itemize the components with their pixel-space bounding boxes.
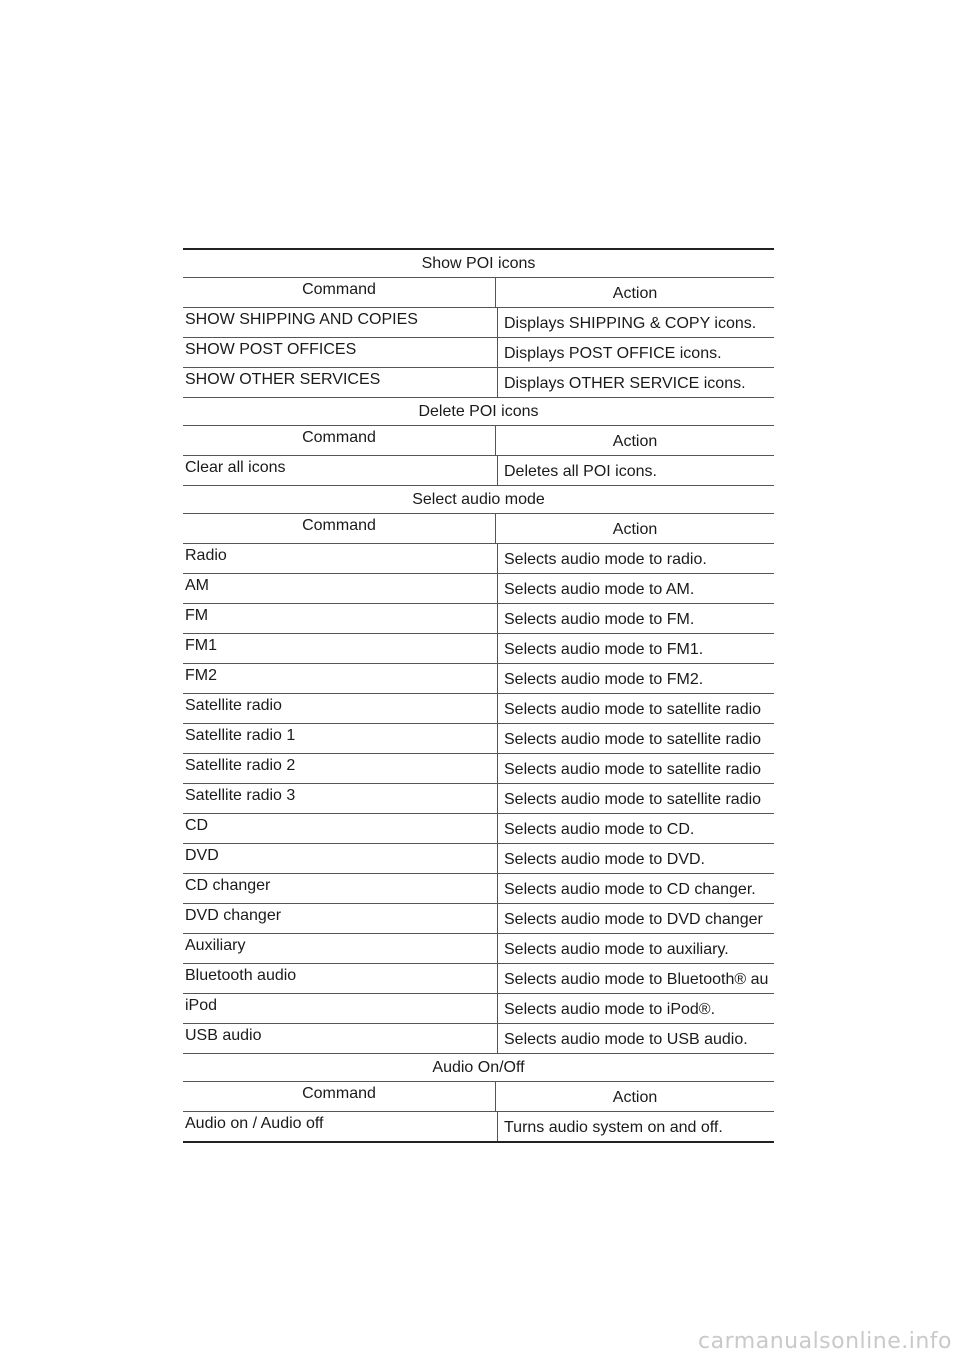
column-header-command: Command (183, 514, 496, 543)
command-cell: Bluetooth audio (183, 964, 498, 993)
command-cell: Satellite radio (183, 694, 498, 723)
command-cell: SHOW POST OFFICES (183, 338, 498, 367)
action-cell: Selects audio mode to DVD changer (504, 911, 763, 928)
column-header-command: Command (183, 278, 496, 307)
action-cell: Selects audio mode to Bluetooth® au (504, 971, 769, 988)
action-cell: Displays POST OFFICE icons. (504, 345, 722, 362)
command-cell: Satellite radio 2 (183, 754, 498, 783)
column-header-action: Action (612, 521, 658, 538)
column-header-command: Command (183, 1082, 496, 1111)
table-row (183, 934, 774, 964)
command-cell: CD (183, 814, 498, 843)
table-row (183, 814, 774, 844)
action-cell: Selects audio mode to USB audio. (504, 1031, 748, 1048)
action-cell: Selects audio mode to radio. (504, 551, 707, 568)
command-cell: SHOW OTHER SERVICES (183, 368, 498, 397)
action-cell: Selects audio mode to satellite radio (504, 731, 762, 748)
table-row (183, 308, 774, 338)
command-cell: Satellite radio 1 (183, 724, 498, 753)
command-cell: FM (183, 604, 498, 633)
table-row (183, 456, 774, 486)
table-row (183, 904, 774, 934)
table-row (183, 544, 774, 574)
command-cell: FM1 (183, 634, 498, 663)
action-cell: Selects audio mode to AM. (504, 581, 695, 598)
command-cell: FM2 (183, 664, 498, 693)
action-cell: Selects audio mode to DVD. (504, 851, 705, 868)
action-cell: Selects audio mode to satellite radio (504, 761, 762, 778)
table-row (183, 754, 774, 784)
table-row (183, 1112, 774, 1143)
command-cell: Radio (183, 544, 498, 573)
table-row (183, 724, 774, 754)
action-cell: Selects audio mode to satellite radio (504, 701, 762, 718)
table-row (183, 634, 774, 664)
table-row (183, 994, 774, 1024)
command-cell: DVD changer (183, 904, 498, 933)
action-cell: Selects audio mode to FM. (504, 611, 695, 628)
command-cell: iPod (183, 994, 498, 1023)
action-cell: Selects audio mode to iPod®. (504, 1001, 716, 1018)
table-row (183, 784, 774, 814)
table-row (183, 694, 774, 724)
action-cell: Selects audio mode to CD. (504, 821, 695, 838)
section-title: Delete POI icons (183, 398, 774, 426)
command-cell: Auxiliary (183, 934, 498, 963)
action-cell: Deletes all POI icons. (504, 463, 657, 480)
table-row (183, 844, 774, 874)
command-cell: AM (183, 574, 498, 603)
action-cell: Selects audio mode to satellite radio (504, 791, 762, 808)
action-cell: Selects audio mode to CD changer. (504, 881, 756, 898)
column-header-action: Action (612, 1089, 658, 1106)
command-cell: Audio on / Audio off (183, 1112, 498, 1141)
table-row (183, 964, 774, 994)
command-cell: Satellite radio 3 (183, 784, 498, 813)
action-cell: Selects audio mode to FM2. (504, 671, 704, 688)
table-row (183, 874, 774, 904)
action-cell: Displays SHIPPING & COPY icons. (504, 315, 757, 332)
command-cell: Clear all icons (183, 456, 498, 485)
command-cell: CD changer (183, 874, 498, 903)
table-header-row (183, 426, 774, 456)
action-cell: Turns audio system on and off. (504, 1119, 723, 1136)
table-header-row (183, 514, 774, 544)
command-cell: USB audio (183, 1024, 498, 1053)
command-cell: SHOW SHIPPING AND COPIES (183, 308, 498, 337)
table-row (183, 574, 774, 604)
table-row (183, 338, 774, 368)
action-cell: Selects audio mode to auxiliary. (504, 941, 729, 958)
section-title: Select audio mode (183, 486, 774, 514)
section-title: Audio On/Off (183, 1054, 774, 1082)
table-header-row (183, 1082, 774, 1112)
command-table (183, 248, 774, 1143)
section-title: Show POI icons (183, 250, 774, 278)
command-cell: DVD (183, 844, 498, 873)
table-row (183, 664, 774, 694)
column-header-command: Command (183, 426, 496, 455)
table-row (183, 368, 774, 398)
watermark: carmanualsonline.info (698, 1329, 952, 1354)
action-cell: Selects audio mode to FM1. (504, 641, 704, 658)
action-cell: Displays OTHER SERVICE icons. (504, 375, 746, 392)
table-row (183, 1024, 774, 1054)
table-row (183, 604, 774, 634)
column-header-action: Action (612, 433, 658, 450)
table-header-row (183, 278, 774, 308)
column-header-action: Action (612, 285, 658, 302)
